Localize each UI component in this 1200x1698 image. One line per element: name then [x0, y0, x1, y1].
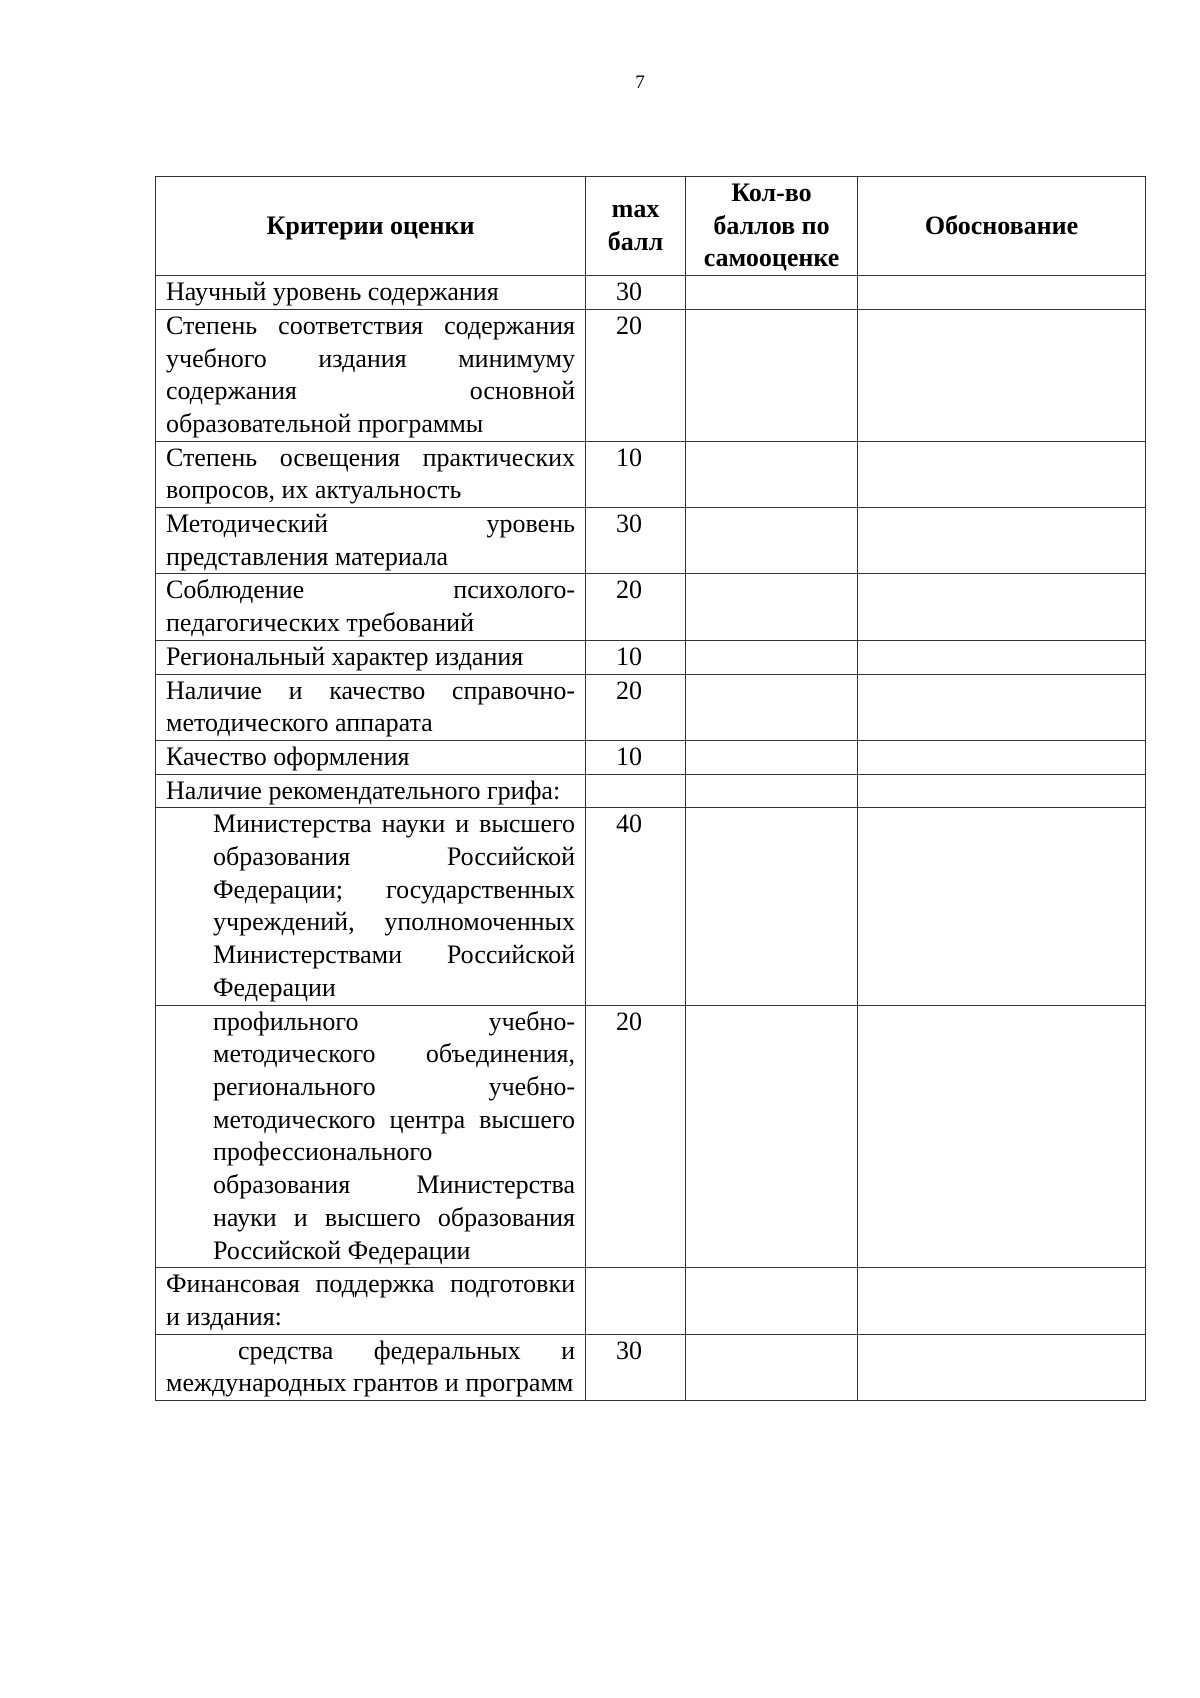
justification-cell	[858, 1268, 1146, 1334]
justification-cell	[858, 774, 1146, 808]
justification-cell	[858, 276, 1146, 310]
self-score-cell	[686, 740, 858, 774]
justification-cell	[858, 309, 1146, 441]
justification-cell	[858, 1334, 1146, 1400]
justification-cell	[858, 640, 1146, 674]
self-score-cell	[686, 441, 858, 507]
table-row	[156, 441, 1146, 507]
criterion-cell: Степень соответствия содержания учебного издания минимуму содержания основной образовательной программы	[156, 309, 586, 441]
max-score-cell: 10	[586, 640, 686, 674]
self-score-cell	[686, 674, 858, 740]
self-score-cell	[686, 808, 858, 1005]
justification-cell	[858, 508, 1146, 574]
criterion-cell: Научный уровень содержания	[156, 276, 586, 310]
table-row	[156, 674, 1146, 740]
max-score-cell: 10	[586, 740, 686, 774]
criterion-cell: Качество оформления	[156, 740, 586, 774]
header-max-score: max балл	[586, 177, 686, 276]
self-score-cell	[686, 1334, 858, 1400]
self-score-cell	[686, 640, 858, 674]
justification-cell	[858, 808, 1146, 1005]
table-row	[156, 574, 1146, 640]
justification-cell	[858, 441, 1146, 507]
table-row	[156, 276, 1146, 310]
self-score-cell	[686, 1268, 858, 1334]
table-row	[156, 1005, 1146, 1268]
max-score-cell: 20	[586, 1005, 686, 1268]
header-criteria: Критерии оценки	[156, 177, 586, 276]
table-row	[156, 740, 1146, 774]
table-row	[156, 309, 1146, 441]
table-row	[156, 508, 1146, 574]
max-score-cell	[586, 1268, 686, 1334]
table-row	[156, 640, 1146, 674]
max-score-cell: 10	[586, 441, 686, 507]
max-score-cell: 20	[586, 574, 686, 640]
header-self-score: Кол-во баллов по самооценке	[686, 177, 858, 276]
criterion-cell: Наличие и качество справочно-методического аппарата	[156, 674, 586, 740]
max-score-cell: 20	[586, 309, 686, 441]
criterion-cell: Финансовая поддержка подготовки и издания:	[156, 1268, 586, 1334]
max-score-cell: 40	[586, 808, 686, 1005]
evaluation-table	[155, 176, 1146, 1401]
justification-cell	[858, 574, 1146, 640]
criterion-cell: Региональный характер издания	[156, 640, 586, 674]
criterion-cell: профильного учебно-методического объединения, регионального учебно-методического центра высшего профессионального образования Министерства науки и высшего образования Российской Федерации	[156, 1005, 586, 1268]
criterion-cell: Методический уровень представления материала	[156, 508, 586, 574]
justification-cell	[858, 740, 1146, 774]
table-row	[156, 1268, 1146, 1334]
table-row	[156, 1334, 1146, 1400]
max-score-cell: 30	[586, 1334, 686, 1400]
self-score-cell	[686, 574, 858, 640]
self-score-cell	[686, 774, 858, 808]
criterion-cell: Соблюдение психолого-педагогических требований	[156, 574, 586, 640]
justification-cell	[858, 1005, 1146, 1268]
self-score-cell	[686, 1005, 858, 1268]
max-score-cell: 30	[586, 276, 686, 310]
criterion-cell: Наличие рекомендательного грифа:	[156, 774, 586, 808]
justification-cell	[858, 674, 1146, 740]
self-score-cell	[686, 508, 858, 574]
criterion-cell: средства федеральных и международных грантов и программ	[156, 1334, 586, 1400]
max-score-cell: 30	[586, 508, 686, 574]
criterion-cell: Степень освещения практических вопросов, их актуальность	[156, 441, 586, 507]
criterion-cell: Министерства науки и высшего образования Российской Федерации; государственных учреждений, уполномоченных Министерствами Российской Федерации	[156, 808, 586, 1005]
max-score-cell	[586, 774, 686, 808]
self-score-cell	[686, 276, 858, 310]
header-justification: Обоснование	[858, 177, 1146, 276]
table-header-row	[156, 177, 1146, 276]
page-number: 7	[635, 72, 645, 93]
table-row	[156, 774, 1146, 808]
table-row	[156, 808, 1146, 1005]
self-score-cell	[686, 309, 858, 441]
max-score-cell: 20	[586, 674, 686, 740]
